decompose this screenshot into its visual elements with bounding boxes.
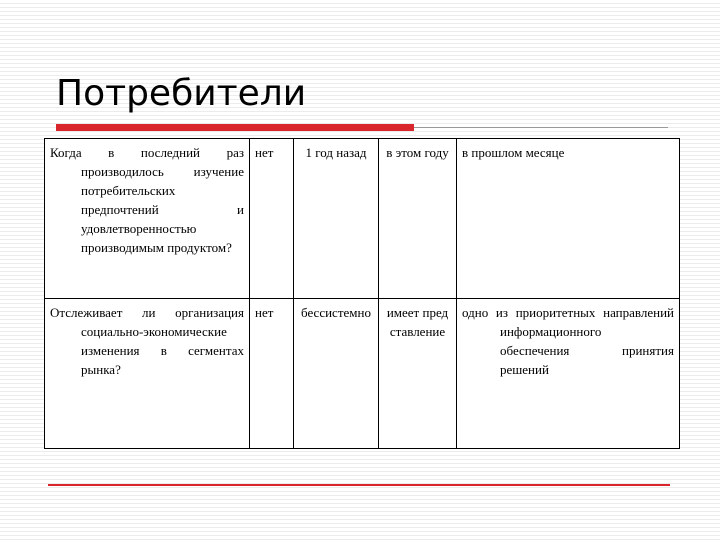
answer-cell: нет — [250, 299, 294, 449]
question-cell: Когда в последний раз производилось изучение потребительских предпочтений и удовлетворенностью производимым продуктом? — [45, 139, 250, 299]
question-cell: Отслеживает ли организация социально-экономические изменения в сегментах рынка? — [45, 299, 250, 449]
table-row — [45, 139, 680, 299]
consumer-table — [44, 138, 680, 449]
answer-cell: одно из приоритетных направлений информационного обеспечения принятия решений — [457, 299, 680, 449]
answer-cell: нет — [250, 139, 294, 299]
slide-title: Потребители — [56, 73, 307, 114]
answer-cell: имеет представление — [379, 299, 457, 449]
table-row — [45, 299, 680, 449]
answer-cell: в этом году — [379, 139, 457, 299]
answer-cell: 1 год назад — [294, 139, 379, 299]
answer-cell: в прошлом месяце — [457, 139, 680, 299]
answer-cell: бессистемно — [294, 299, 379, 449]
title-accent-bar — [56, 124, 414, 131]
footer-accent-line — [48, 484, 670, 486]
